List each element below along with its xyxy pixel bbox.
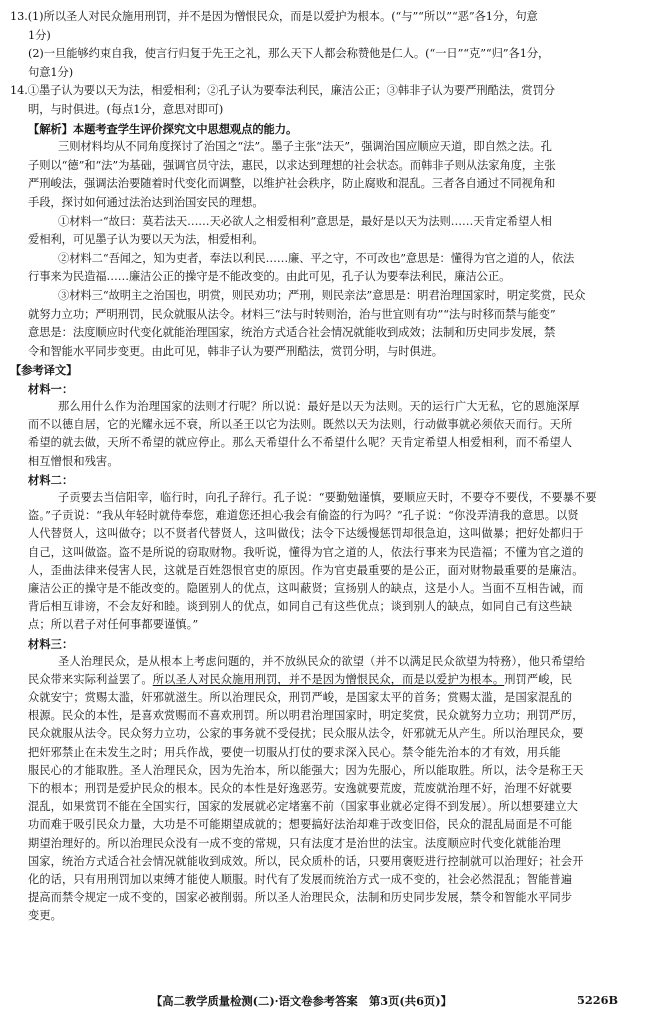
analysis-line: 三则材料均从不同角度探讨了治国之“法”。墨子主张“法天”，强调治国应顺应天道，即自然之法。孔 bbox=[58, 140, 552, 154]
translation-line: 国家，统治方式适合社会情况就能收到成效。所以，民众质朴的话，只要用褒贬进行控制就可以治理好；社会开 bbox=[28, 854, 584, 868]
translation-line: 圣人治理民众，是从根本上考虑问题的，并不放纵民众的欲望（并不以满足民众欲望为特務），他只希望给 bbox=[58, 654, 586, 668]
answer-line: 1分) bbox=[28, 28, 51, 42]
answer-line: 14.①墨子认为要以天为法，相爱相利；②孔子认为要奉法利民，廉洁公正；③韩非子认为要严刑酷法，赏罚分 bbox=[10, 84, 555, 98]
line-text: 民众带来实际利益罢了。 bbox=[28, 672, 153, 686]
translation-line: 人，歪曲法律来侵害人民，这就是百姓怨恨官吏的原因。作为官吏最重要的是公正，面对财物最重要的是廉洁。 bbox=[28, 563, 584, 577]
analysis-line: ③材料三“故明主之治国也，明赏，则民劝功；严刑，则民亲法”意思是：明君治理国家时，明定奖赏，民众 bbox=[58, 288, 586, 302]
analysis-line: 爱相利，可见墨子认为要以天为法，相爱相利。 bbox=[28, 233, 264, 247]
translation-line: 下的根本；刑罚是爱护民众的根本。民众的本性是好逸恶劳。安逸就要荒废，荒废就治理不好，治理不好就要 bbox=[28, 782, 573, 795]
translation-line: 民众就服从法令。民众努力立功，公家的事务就不受侵扰；民众服从法令，奸邪就无从产生。所以治理民众，要 bbox=[28, 727, 584, 741]
analysis-line: 子则以“德”和“法”为基础，强调官员守法，惠民，以求达到理想的社会状态。而韩非子则从法家角度，主张 bbox=[28, 158, 556, 172]
translation-line: 功而难于吸引民众力量，大功是不可能期望成就的；想要搞好法治却难于改变旧俗，民众的混乱局面是不可能 bbox=[28, 818, 573, 832]
translation-line: 希望的就去做，天所不希望的就应停止。那么天希望什么不希望什么呢？天肯定希望人相爱相利，而不希望人 bbox=[28, 436, 573, 450]
material-heading: 材料三： bbox=[28, 636, 74, 651]
analysis-line: 行事来为民造福……廉洁公正的操守是不能改变的。由此可见，孔子认为要奉法利民，廉洁公正。 bbox=[28, 270, 511, 284]
answer-line: (2)一旦能够约束自我，使言行归复于先王之礼，那么天下人都会称赞他是仁人。(“一日”“克”“归”各1分， bbox=[28, 47, 550, 61]
translation-line: 提高而禁令规定一成不变的，国家必被削弱。所以圣人治理民众，法制和历史同步发展，禁令和智能水平同步 bbox=[28, 891, 573, 905]
translation-line: 盗。”子贡说：“我从年轻时就侍奉您，难道您还担心我会有偷盗的行为吗？”孔子说：“你没弄清我的意思。以贤 bbox=[28, 509, 579, 523]
answer-line: 13.(1)所以圣人对民众施用刑罚，并不是因为憎恨民众，而是以爱护为根本。(“与”“所以”“恶”各1分，句意 bbox=[10, 10, 538, 23]
translation-line: 子贡要去当信阳宰，临行时，向孔子辞行。孔子说：“要勤勉谨慎，要顺应天时，不要夺不要伐，不要暴不要 bbox=[58, 491, 597, 504]
analysis-line: 令和智能水平同步变更。由此可见，韩非子认为要严刑酷法，赏罚分明，与时俱进。 bbox=[28, 344, 444, 358]
footer-title: 【高二教学质量检测(二)·语文卷参考答案 第3页(共6页)】 bbox=[151, 994, 452, 1008]
translation-line: 点；所以君子对任何事都要谨慎。” bbox=[28, 618, 199, 632]
translation-line: 那么用什么作为治理国家的法则才行呢？所以说：最好是以天为法则。天的运行广大无私，它的恩施深厚 bbox=[58, 400, 580, 414]
analysis-line: ②材料二“吾闻之，知为吏者，奉法以利民……廉、平之守，不可改也”意思是：懂得为官之道的人，依法 bbox=[58, 251, 575, 265]
underlined-answer-sentence: 所以圣人对民众施用刑罚，并不是因为憎恨民众，而是以爱护为根本。 bbox=[152, 672, 505, 686]
translation-line: 混乱，如果赏罚不能在全国实行，国家的发展就必定堵塞不前（国家事业就必定得不到发展）。所以想要建立大 bbox=[28, 800, 578, 814]
translation-line: 根源。民众的本性，是喜欢赏赐而不喜欢刑罚。所以明君治理国家时，明定奖赏，民众就努力立功；刑罚严厉， bbox=[28, 709, 584, 723]
analysis-line: 手段，探讨如何通过法治达到治国安民的理想。 bbox=[28, 195, 264, 209]
analysis-line: 意思是：法度顺应时代变化就能治理国家，统治方式适合社会情况就能收到成效；法制和历史同步发展，禁 bbox=[28, 326, 556, 340]
translation-line: 而不以德自居，它的光耀永远不衰，所以圣王以它为法则。既然以天为法则，行动做事就必须依天而行。天所 bbox=[28, 418, 573, 432]
translation-line: 相互憎恨和残害。 bbox=[28, 454, 119, 468]
translation-line bbox=[0, 671, 648, 689]
answer-line: 明，与时俱进。(每点1分，意思对即可) bbox=[28, 102, 224, 116]
translation-line: 自己，这叫做盗。盗不是所说的窃取财物。我听说，懂得为官之道的人，依法行事来为民造福；不懂为官之道的 bbox=[28, 545, 584, 559]
translation-line: 把奸邪禁止在未发生之时；用兵作战，要使一切服从打仗的要求深入民心。禁令能先治本的才有效，用兵能 bbox=[28, 745, 561, 759]
translation-heading: 【参考译文】 bbox=[10, 363, 78, 378]
page-footer bbox=[0, 993, 648, 1013]
analysis-heading: 【解析】本题考查学生评价探究文中思想观点的能力。 bbox=[28, 121, 298, 136]
material-heading: 材料一： bbox=[28, 381, 74, 396]
line-text: 刑罚严峻，民 bbox=[504, 672, 573, 686]
footer-code: 5226B bbox=[577, 993, 618, 1007]
answer-line: 句意1分) bbox=[28, 65, 74, 79]
translation-line: 变更。 bbox=[28, 909, 63, 923]
translation-line: 人代替贤人，这叫做夺；以不贤者代替贤人，这叫做伐；法令下达缓慢惩罚却很急迫，这叫做暴；把好处都归于 bbox=[28, 527, 584, 541]
translation-line: 众就安宁；赏赐太滥，奸邪就滋生。所以治理民众，刑罚严峻，是国家太平的首务；赏赐太滥，是国家混乱的 bbox=[28, 691, 573, 705]
translation-line: 背后相互诽谤，不会友好和睦。谈到别人的优点，如同自己有这些优点；谈到别人的缺点，如同自己有这些缺 bbox=[28, 600, 573, 614]
page-content bbox=[0, 8, 648, 926]
material-heading: 材料二： bbox=[28, 472, 74, 487]
analysis-line: 严刑峻法，强调法治要随着时代变化而调整，以维护社会秩序，防止腐败和混乱。三者各自通过不同视角和 bbox=[28, 177, 556, 191]
analysis-line: 就努力立功；严明刑罚，民众就服从法令。材料三“法与时转则治，治与世宜则有功”“法与时移而禁与能变” bbox=[28, 307, 556, 321]
translation-line: 服民心的才能取胜。圣人治理民众，因为先治本，所以能强大；因为先服心，所以能取胜。所以，法令是称王天 bbox=[28, 763, 584, 777]
translation-line: 廉洁公正的操守是不能改变的。隐匿别人的优点，这叫蔽贤；宣扬别人的缺点，这是小人。当面不互相告诫，而 bbox=[28, 581, 584, 595]
translation-line: 化的话，只有用刑罚加以束缚才能使人顺服。时代有了发展而统治方式一成不变的，社会必然混乱；智能普遍 bbox=[28, 872, 573, 886]
analysis-line: ①材料一“故曰：莫若法天……天必欲人之相爱相利”意思是，最好是以天为法则……天肯定希望人相 bbox=[58, 214, 552, 228]
translation-line: 期望治理好的。所以治理民众没有一成不变的常规，只有法度才是治世的法宝。法度顺应时代变化就能治理 bbox=[28, 836, 561, 850]
